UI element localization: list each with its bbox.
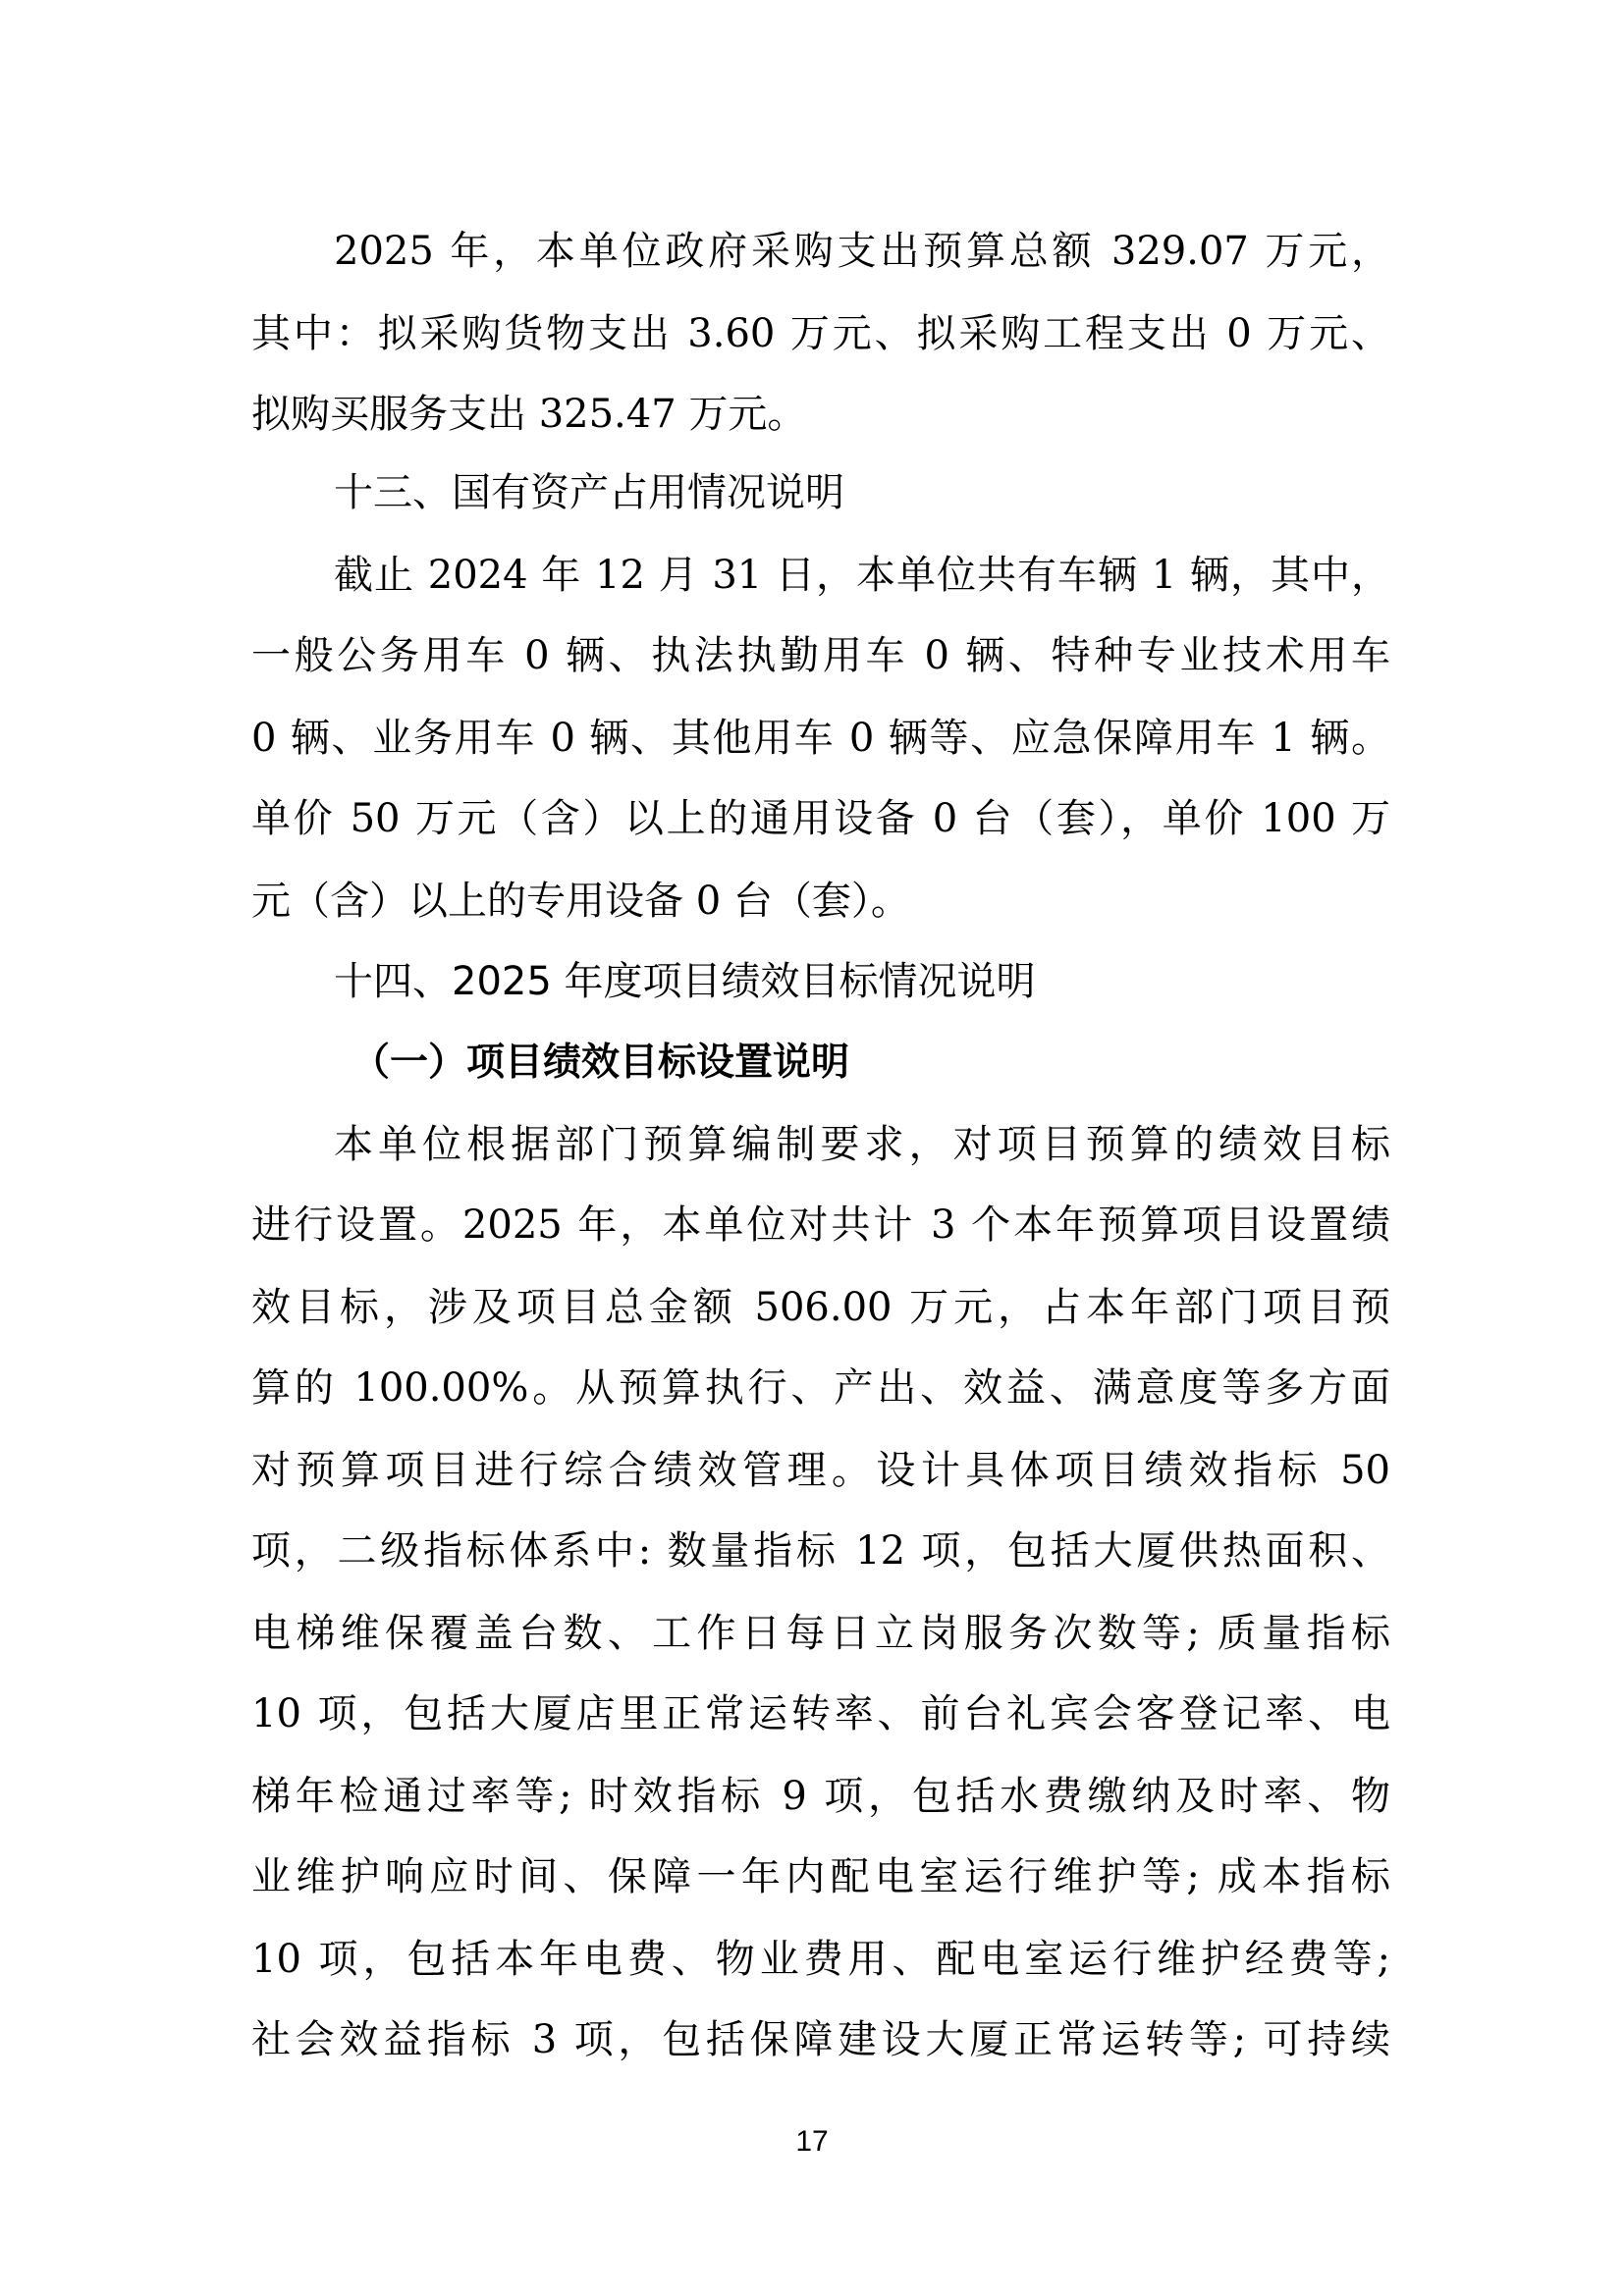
paragraph-line: 项，二级指标体系中: 数量指标 12 项，包括大厦供热面积、	[251, 1528, 1390, 1574]
subsection-heading: （一）项目绩效目标设置说明	[352, 1040, 850, 1085]
paragraph-line: 10 项，包括本年电费、物业费用、配电室运行维护经费等;	[251, 1937, 1390, 1982]
paragraph-line: 单价 50 万元（含）以上的通用设备 0 台（套），单价 100 万	[251, 796, 1390, 841]
page-number: 17	[795, 2125, 829, 2158]
paragraph-line: 梯年检通过率等; 时效指标 9 项，包括水费缴纳及时率、物	[251, 1774, 1390, 1819]
paragraph-line: 算的 100.00%。从预算执行、产出、效益、满意度等多方面	[251, 1365, 1390, 1411]
paragraph-line: 本单位根据部门预算编制要求，对项目预算的绩效目标	[334, 1122, 1390, 1167]
paragraph-line: 对预算项目进行综合绩效管理。设计具体项目绩效指标 50	[251, 1448, 1390, 1493]
paragraph-line: 效目标，涉及项目总金额 506.00 万元，占本年部门项目预	[251, 1285, 1390, 1330]
paragraph-line: 0 辆、业务用车 0 辆、其他用车 0 辆等、应急保障用车 1 辆。	[251, 716, 1390, 761]
paragraph-line: 一般公务用车 0 辆、执法执勤用车 0 辆、特种专业技术用车	[251, 633, 1390, 678]
paragraph-line: 10 项，包括大厦店里正常运转率、前台礼宾会客登记率、电	[251, 1691, 1390, 1736]
paragraph-line: 元（含）以上的专用设备 0 台（套）。	[251, 879, 910, 924]
paragraph-line: 进行设置。2025 年，本单位对共计 3 个本年预算项目设置绩	[251, 1202, 1390, 1248]
paragraph-line: 截止 2024 年 12 月 31 日，本单位共有车辆 1 辆，其中，	[334, 553, 1390, 598]
paragraph-line: 社会效益指标 3 项，包括保障建设大厦正常运转等; 可持续	[251, 2017, 1390, 2062]
section-heading: 十三、国有资产占用情况说明	[334, 470, 844, 515]
paragraph-line: 其中：拟采购货物支出 3.60 万元、拟采购工程支出 0 万元、	[251, 311, 1390, 356]
paragraph-line: 电梯维保覆盖台数、工作日每日立岗服务次数等; 质量指标	[251, 1611, 1390, 1656]
paragraph-line: 拟购买服务支出 325.47 万元。	[251, 392, 807, 437]
paragraph-line: 2025 年，本单位政府采购支出预算总额 329.07 万元，	[334, 229, 1390, 274]
paragraph-line: 业维护响应时间、保障一年内配电室运行维护等; 成本指标	[251, 1854, 1390, 1899]
section-heading: 十四、2025 年度项目绩效目标情况说明	[334, 959, 1036, 1004]
